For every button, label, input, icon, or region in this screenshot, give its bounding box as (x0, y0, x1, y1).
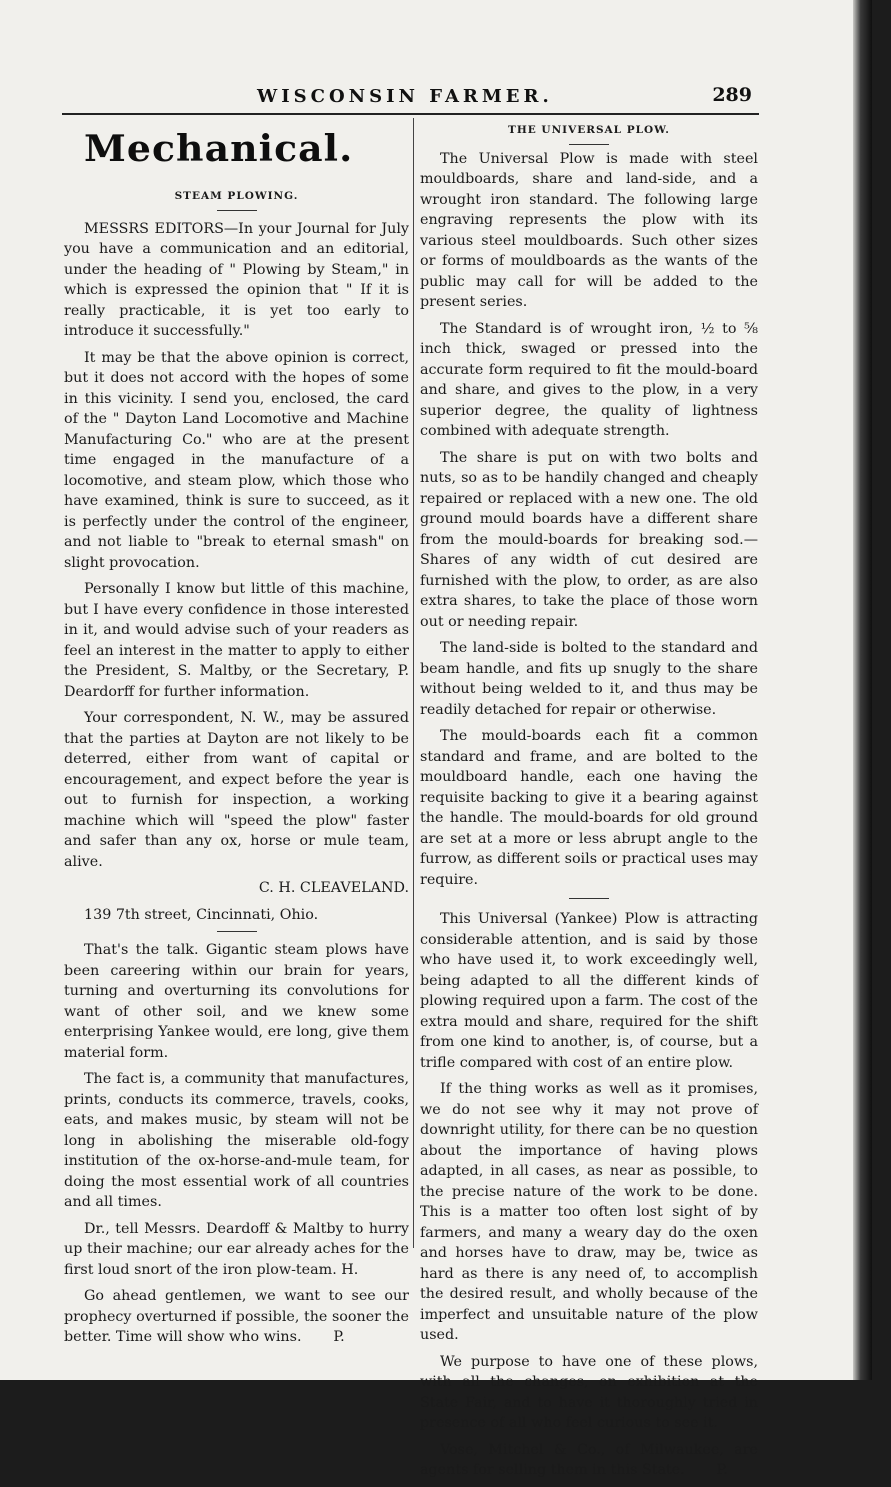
paragraph: Dr., tell Messrs. Deardoff & Maltby to hurry up their machine; our ear already aches for the first loud snort of the iron plow-team. H. (64, 1220, 409, 1278)
paragraph: The fact is, a community that manufactures, prints, conducts its commerce, travels, cooks, eats, and makes music, by steam will not be long in abolishing the miserable old-fogy institution of the ox-horse-and-mule team, for doing the most essential work of all countries and all times. (64, 1071, 409, 1210)
header-rule (62, 113, 759, 115)
closing-text: Vose, Mitchel & Co., of Milwaukee, are agents for selling them in this State. (420, 1441, 758, 1478)
article-heading-steam-plowing: STEAM PLOWING. (174, 190, 299, 202)
initial-signature: P. (716, 1462, 728, 1478)
short-rule (569, 144, 609, 145)
letter-signature: C. H. CLEAVELAND. (258, 880, 409, 896)
scan-edge (853, 0, 872, 1380)
short-rule (217, 210, 257, 211)
paragraph (420, 1440, 758, 1481)
initial-signature: P. (333, 1329, 345, 1345)
paragraph: It may be that the above opinion is correct, but it does not accord with the hopes of some in this vicinity. I send you, enclosed, the card of the " Dayton Land Locomotive and Machine Manufacturing Co." who are at the present time engaged in the manufacture of a locomotive, and steam plow, which those who have examined, think is sure to succeed, as it is perfectly under the control of the engineer, and not liable to "break to eternal smash" on slight provocation. (64, 349, 409, 571)
journal-title: WISCONSIN FARMER. (257, 86, 553, 107)
paragraph: The land-side is bolted to the standard and beam handle, and fits up snugly to the share without being welded to it, and thus may be readily detached for repair or otherwise. (420, 640, 758, 718)
page-number: 289 (712, 84, 752, 106)
short-rule (217, 931, 257, 932)
paragraph: This Universal (Yankee) Plow is attracting considerable attention, and is said by those who have used it, to work exceedingly well, being adapted to all the different kinds of plowing required upon a farm. The cost of the extra mould and share, required for the shift from one kind to another, is, of course, but a trifle compared with cost of an entire plow. (420, 911, 758, 1071)
paragraph: The share is put on with two bolts and nuts, so as to be handily changed and cheaply repaired or replaced with a new one. The old ground mould boards have a different share from the mould-boards for breaking sod.—Shares of any width of cut desired are furnished with the plow, to order, as are also extra shares, to take the place of those worn out or needing repair. (420, 449, 758, 630)
paragraph (64, 1286, 409, 1348)
paragraph: If the thing works as well as it promises, we do not see why it may not prove of downright utility, for there can be no question about the importance of having plows adapted, in all cases, as near as possible, to the precise nature of the work to be done. This is a matter too often lost sight of by farmers, and many a weary day do the oxen and horses have to draw, may be, twice as hard as there is any need of, to accomplish the desired result, and wholly because of the imperfect and unsuitable nature of the plow used. (420, 1081, 758, 1343)
closing-text: Go ahead gentlemen, we want to see our prophecy overturned if possible, the sooner the better. Time will show who wins. (64, 1288, 409, 1345)
right-column (420, 118, 758, 1487)
page-header (62, 84, 752, 114)
paragraph: The Universal Plow is made with steel mouldboards, share and land-side, and a wrought iron standard. The following large engraving represents the plow with its various steel mouldboards. Such other sizes or forms of mouldboards as the wants of the public may call for will be added to the present series. (420, 150, 758, 310)
article-heading-universal-plow: THE UNIVERSAL PLOW. (508, 124, 670, 136)
section-title: Mechanical. (84, 128, 354, 170)
paragraph: Your correspondent, N. W., may be assured that the parties at Dayton are not likely to be deterred, either from want of capital or encouragement, and expect before the year is out to furnish for inspection, a working machine which will "speed the plow" faster and safer than any ox, horse or mule team, alive. (64, 710, 409, 870)
paragraph: We purpose to have one of these plows, with all the changes, on exhibition at the State Fair, and to have it thoroughly tried in presence of all who feel curious to see it. (420, 1353, 758, 1431)
letter-address: 139 7th street, Cincinnati, Ohio. (84, 906, 319, 923)
paragraph: The Standard is of wrought iron, ½ to ⅝ inch thick, swaged or pressed into the accurate form required to fit the mould-board and share, and gives to the plow, in a very superior degree, the quality of lightness combined with adequate strength. (420, 320, 758, 439)
short-rule (569, 898, 609, 899)
paragraph: Personally I know but little of this machine, but I have every confidence in those interested in it, and would advise such of your readers as feel an interest in the matter to apply to either the President, S. Maltby, or the Secretary, P. Deardorff for further information. (64, 581, 409, 700)
column-divider (413, 118, 414, 1248)
paragraph: MESSRS EDITORS—In your Journal for July you have a communication and an editorial, under the heading of " Plowing by Steam," in which is expressed the opinion that " If it is really practicable, it is yet too early to introduce it successfully." (64, 220, 409, 339)
paragraph: The mould-boards each fit a common standard and frame, and are bolted to the mouldboard handle, each one having the requisite backing to give it a bearing against the handle. The mould-boards for old ground are set at a more or less abrupt angle to the furrow, as different soils or practical uses may require. (420, 728, 758, 888)
paragraph: That's the talk. Gigantic steam plows have been careering within our brain for years, turning and overturning its convolutions for want of other soil, and we knew some enterprising Yankee would, ere long, give them material form. (64, 942, 409, 1061)
left-column (64, 118, 409, 1354)
